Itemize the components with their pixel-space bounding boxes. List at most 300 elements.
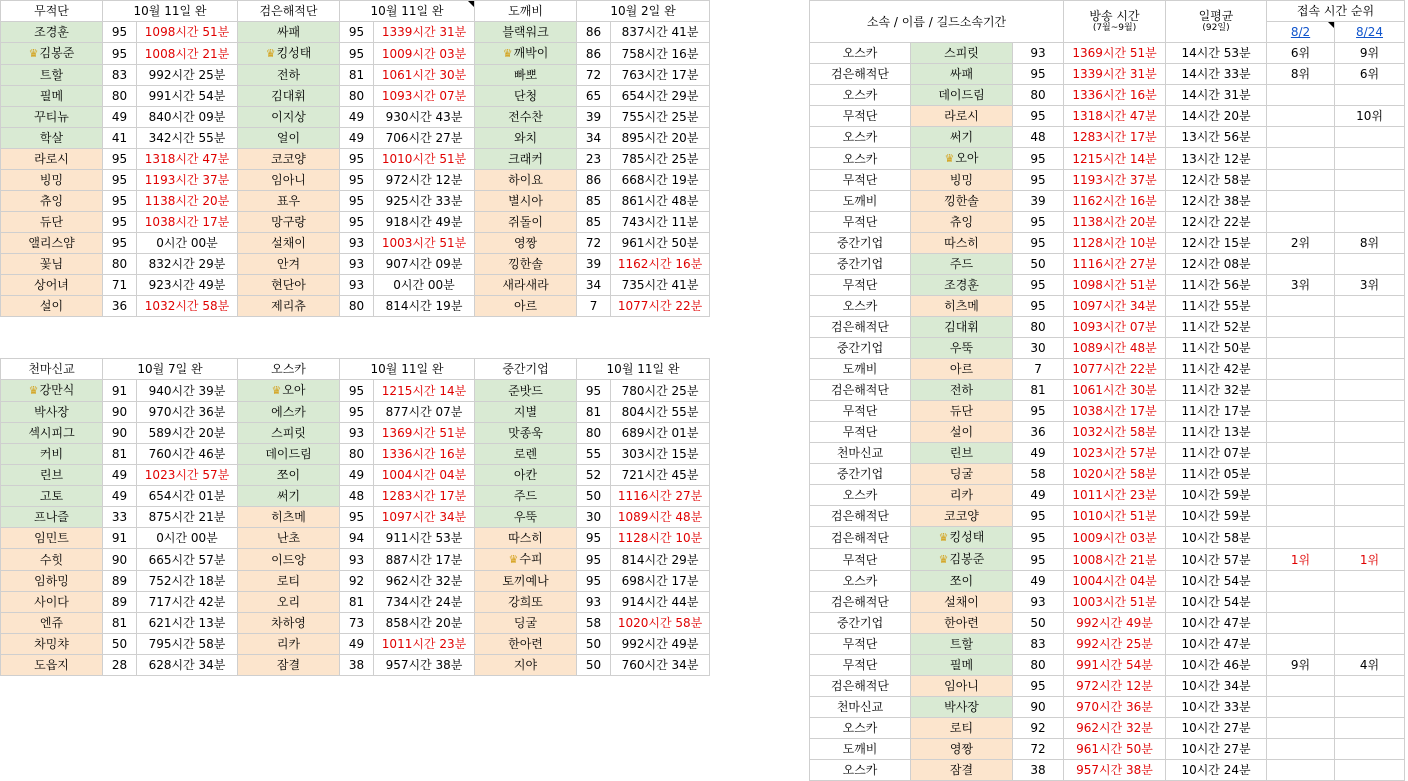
rank-member-name xyxy=(911,338,1013,359)
member-score xyxy=(340,149,374,170)
member-name xyxy=(1,507,103,528)
member-name xyxy=(238,423,340,444)
member-name-text: 오아 xyxy=(282,383,306,397)
rank-8-24-text: 3위 xyxy=(1359,278,1380,292)
header-daily-sub: (92일) xyxy=(1202,23,1230,33)
member-name-text: 딩굴 xyxy=(513,616,538,630)
member-score-text: 49 xyxy=(348,131,365,145)
rank-8-2 xyxy=(1267,127,1335,148)
member-name-text: 쥐돌이 xyxy=(508,215,543,229)
member-score-text: 95 xyxy=(111,173,128,187)
member-time-text: 832시간 29분 xyxy=(148,257,226,271)
member-time xyxy=(374,571,475,592)
member-time xyxy=(611,22,710,43)
rank-member-name-text: 김대휘 xyxy=(944,320,979,334)
rank-member-name xyxy=(911,275,1013,296)
member-name xyxy=(1,655,103,676)
member-time xyxy=(137,507,238,528)
table-row xyxy=(810,191,1405,212)
member-time-text: 887시간 17분 xyxy=(385,552,463,567)
rank-guild xyxy=(810,127,911,148)
member-time xyxy=(374,655,475,676)
member-time-text: 734시간 24분 xyxy=(385,595,463,609)
member-name xyxy=(238,170,340,191)
member-name xyxy=(475,634,577,655)
member-name-text: 꾸티뉴 xyxy=(34,110,69,124)
table-row xyxy=(810,338,1405,359)
rank-broadcast-time-text: 1038시간 17분 xyxy=(1072,404,1157,418)
member-score xyxy=(577,128,611,149)
member-name-text: 학살 xyxy=(39,131,64,145)
rank-8-24 xyxy=(1335,613,1405,634)
rank-score xyxy=(1013,170,1064,191)
member-score xyxy=(340,528,374,549)
member-name xyxy=(1,571,103,592)
table-row xyxy=(810,127,1405,148)
member-name-text: 쪼이 xyxy=(276,468,301,482)
member-score xyxy=(340,43,374,65)
rank-broadcast-time xyxy=(1064,296,1166,317)
member-score xyxy=(577,549,611,571)
member-time xyxy=(137,65,238,86)
table-row xyxy=(810,317,1405,338)
member-name-text: 설이 xyxy=(39,299,64,313)
header-rank-8-24-link[interactable] xyxy=(1335,22,1405,43)
member-score-text: 95 xyxy=(348,46,365,61)
rank-broadcast-time xyxy=(1064,317,1166,338)
completion-date xyxy=(577,359,710,380)
rank-daily-average-text: 10시간 59분 xyxy=(1181,488,1251,502)
member-time xyxy=(374,296,475,317)
rank-broadcast-time-text: 1283시간 17분 xyxy=(1072,130,1157,144)
crown-icon: ♛ xyxy=(944,152,955,165)
member-name-text: 임민트 xyxy=(34,531,69,545)
member-score-text: 89 xyxy=(111,574,128,588)
member-time xyxy=(137,212,238,233)
member-time-text: 972시간 12분 xyxy=(385,173,463,187)
rank-member-name xyxy=(911,485,1013,506)
rank-score xyxy=(1013,422,1064,443)
rank-daily-average-text: 12시간 58분 xyxy=(1181,173,1251,187)
rank-member-name xyxy=(911,254,1013,275)
rank-score-text: 48 xyxy=(1030,130,1046,144)
rank-guild xyxy=(810,655,911,676)
member-name-text: 블랙워크 xyxy=(502,25,549,39)
rank-daily-average-text: 11시간 52분 xyxy=(1181,320,1251,334)
member-score xyxy=(577,486,611,507)
rank-score-text: 95 xyxy=(1030,109,1046,123)
rank-8-24 xyxy=(1335,380,1405,401)
rank-member-name xyxy=(911,760,1013,781)
table-row xyxy=(810,254,1405,275)
member-score xyxy=(340,128,374,149)
member-name xyxy=(1,43,103,65)
member-time-text: 1098시간 51분 xyxy=(144,25,230,39)
rank-member-name-text: 설채이 xyxy=(944,595,979,609)
member-score xyxy=(577,592,611,613)
rank-member-name-text: 영짱 xyxy=(949,742,974,756)
member-name xyxy=(475,233,577,254)
member-score xyxy=(103,149,137,170)
member-name-text: 지별 xyxy=(513,405,538,419)
rank-member-name xyxy=(911,422,1013,443)
table-row xyxy=(1,423,710,444)
rank-guild-text: 무적단 xyxy=(842,552,878,567)
member-name-text: 사이다 xyxy=(34,595,69,609)
member-name-text: 빙밍 xyxy=(39,173,64,187)
rank-score xyxy=(1013,148,1064,170)
rank-guild xyxy=(810,571,911,592)
member-name xyxy=(1,86,103,107)
rank-guild-text: 검은해적단 xyxy=(831,509,889,523)
member-name xyxy=(238,65,340,86)
table-row xyxy=(1,465,710,486)
rank-daily-average xyxy=(1166,613,1267,634)
rank-member-name xyxy=(911,443,1013,464)
rank-daily-average-text: 10시간 34분 xyxy=(1181,679,1251,693)
member-time xyxy=(611,254,710,275)
member-score xyxy=(340,65,374,86)
rank-8-24-link-text[interactable]: 8/24 xyxy=(1356,25,1383,39)
member-name xyxy=(1,380,103,402)
rank-8-2-text: 8위 xyxy=(1290,67,1311,81)
rank-score-text: 36 xyxy=(1030,425,1046,439)
member-time-text: 303시간 15분 xyxy=(621,447,699,461)
rank-broadcast-time-text: 1128시간 10분 xyxy=(1072,236,1157,250)
rank-score-text: 80 xyxy=(1030,88,1046,102)
member-time-text: 717시간 42분 xyxy=(148,595,226,609)
member-score xyxy=(103,402,137,423)
rank-daily-average-text: 13시간 12분 xyxy=(1181,151,1251,166)
rank-8-24 xyxy=(1335,592,1405,613)
rank-broadcast-time xyxy=(1064,592,1166,613)
member-score xyxy=(340,655,374,676)
member-score xyxy=(340,507,374,528)
rank-score-text: 30 xyxy=(1030,341,1046,355)
member-time xyxy=(137,528,238,549)
table-row xyxy=(1,149,710,170)
rank-daily-average-text: 10시간 59분 xyxy=(1181,509,1251,523)
member-score xyxy=(577,86,611,107)
guild-name-text: 오스카 xyxy=(271,362,306,376)
member-score-text: 95 xyxy=(348,152,365,166)
table-row xyxy=(810,380,1405,401)
rank-member-name xyxy=(911,697,1013,718)
member-name-text: 상어녀 xyxy=(34,278,69,292)
rank-broadcast-time-text: 970시간 36분 xyxy=(1076,700,1153,714)
member-name-text: 고토 xyxy=(39,489,64,503)
member-name xyxy=(475,486,577,507)
member-name-text: 츄잉 xyxy=(39,194,64,208)
member-time xyxy=(374,528,475,549)
member-score xyxy=(103,191,137,212)
rank-score xyxy=(1013,64,1064,85)
member-name xyxy=(475,402,577,423)
member-name xyxy=(1,528,103,549)
rank-member-name-text: 김봉준 xyxy=(949,552,985,566)
rank-guild-text: 오스카 xyxy=(842,130,878,144)
table-row xyxy=(1,507,710,528)
rank-daily-average xyxy=(1166,592,1267,613)
rank-score xyxy=(1013,127,1064,148)
member-time xyxy=(611,128,710,149)
rank-8-2-text: 6위 xyxy=(1290,46,1311,60)
member-score xyxy=(340,486,374,507)
member-time-text: 1138시간 20분 xyxy=(144,194,230,208)
rank-8-24 xyxy=(1335,43,1405,64)
rank-score xyxy=(1013,85,1064,106)
member-time-text: 735시간 41분 xyxy=(621,278,699,292)
rank-score xyxy=(1013,43,1064,64)
table-row xyxy=(810,170,1405,191)
table-row xyxy=(1,22,710,43)
rank-broadcast-time-text: 1116시간 27분 xyxy=(1072,257,1157,271)
rank-guild xyxy=(810,233,911,254)
member-time xyxy=(611,549,710,571)
rank-member-name xyxy=(911,527,1013,549)
member-time-text: 1032시간 58분 xyxy=(144,299,230,313)
rank-score-text: 49 xyxy=(1030,446,1046,460)
member-time xyxy=(374,128,475,149)
member-name xyxy=(475,275,577,296)
member-time-text: 1162시간 16분 xyxy=(617,257,703,271)
rank-daily-average-text: 13시간 56분 xyxy=(1181,130,1251,144)
rank-score xyxy=(1013,254,1064,275)
member-score xyxy=(340,275,374,296)
member-time xyxy=(137,149,238,170)
member-score xyxy=(103,655,137,676)
member-time-text: 689시간 01분 xyxy=(621,426,699,440)
member-score xyxy=(577,149,611,170)
rank-guild xyxy=(810,338,911,359)
rank-score-text: 95 xyxy=(1030,67,1046,81)
member-name xyxy=(238,592,340,613)
member-score-text: 41 xyxy=(111,131,128,145)
table-row xyxy=(1,275,710,296)
member-name xyxy=(238,528,340,549)
rank-broadcast-time xyxy=(1064,613,1166,634)
member-name xyxy=(1,128,103,149)
rank-score xyxy=(1013,212,1064,233)
member-name xyxy=(475,191,577,212)
rank-8-2 xyxy=(1267,443,1335,464)
rank-8-2 xyxy=(1267,485,1335,506)
member-name xyxy=(475,86,577,107)
completion-date-text: 10월 11일 완 xyxy=(133,4,207,18)
member-time-text: 1038시간 17분 xyxy=(144,215,230,229)
member-score xyxy=(577,655,611,676)
member-time-text: 962시간 32분 xyxy=(385,574,463,588)
table-row xyxy=(1,128,710,149)
member-name xyxy=(1,444,103,465)
rank-8-24 xyxy=(1335,212,1405,233)
member-score-text: 95 xyxy=(348,173,365,187)
rank-score-text: 83 xyxy=(1030,637,1046,651)
rank-guild-text: 오스카 xyxy=(842,488,878,502)
table-row xyxy=(810,212,1405,233)
guild-name xyxy=(1,1,103,22)
rank-member-name xyxy=(911,212,1013,233)
member-time xyxy=(374,402,475,423)
rank-8-2 xyxy=(1267,613,1335,634)
rank-8-24 xyxy=(1335,676,1405,697)
rank-score-text: 49 xyxy=(1030,488,1046,502)
member-time-text: 930시간 43분 xyxy=(385,110,463,124)
member-time-text: 1336시간 16분 xyxy=(381,447,467,461)
rank-guild-text: 무적단 xyxy=(842,173,878,187)
member-name xyxy=(1,107,103,128)
member-time-text: 755시간 25분 xyxy=(621,110,699,124)
table-row xyxy=(1,486,710,507)
rank-score-text: 95 xyxy=(1030,173,1046,187)
rank-broadcast-time-text: 991시간 54분 xyxy=(1076,658,1153,672)
member-name-text: 라로시 xyxy=(34,152,69,166)
rank-member-name-text: 잠결 xyxy=(949,763,974,777)
member-time-text: 698시간 17분 xyxy=(621,574,699,588)
member-name-text: 한아련 xyxy=(508,637,543,651)
completion-date-text: 10월 11일 완 xyxy=(370,362,444,376)
member-score xyxy=(577,528,611,549)
rank-guild-text: 무적단 xyxy=(842,425,878,439)
member-score-text: 50 xyxy=(585,637,602,651)
rank-member-name xyxy=(911,655,1013,676)
rank-guild xyxy=(810,191,911,212)
rank-8-24 xyxy=(1335,85,1405,106)
member-name-text: 낑한솔 xyxy=(508,257,543,271)
header-rank: 접속 시간 순위 xyxy=(1267,1,1405,22)
member-name-text: 박사장 xyxy=(34,405,69,419)
member-name-text: 얼이 xyxy=(276,131,301,145)
rank-broadcast-time xyxy=(1064,148,1166,170)
header-rank-8-2-link[interactable] xyxy=(1267,22,1335,43)
member-score-text: 94 xyxy=(348,531,365,545)
rank-broadcast-time xyxy=(1064,527,1166,549)
member-time xyxy=(611,86,710,107)
rank-8-2-link-text[interactable]: 8/2 xyxy=(1290,25,1311,39)
member-name xyxy=(238,191,340,212)
rank-8-24-text: 8위 xyxy=(1359,236,1380,250)
member-name-text: 엔쥬 xyxy=(39,616,64,630)
rank-daily-average xyxy=(1166,317,1267,338)
rank-broadcast-time xyxy=(1064,233,1166,254)
rank-score-text: 39 xyxy=(1030,194,1046,208)
member-time-text: 1128시간 10분 xyxy=(617,531,703,545)
member-time xyxy=(374,380,475,402)
rank-broadcast-time-text: 1010시간 51분 xyxy=(1072,509,1157,523)
member-score xyxy=(103,43,137,65)
rank-score xyxy=(1013,571,1064,592)
member-time-text: 814시간 29분 xyxy=(621,552,699,567)
rank-score xyxy=(1013,739,1064,760)
rank-score-text: 95 xyxy=(1030,552,1046,567)
member-time xyxy=(374,423,475,444)
rank-member-name-text: 설이 xyxy=(949,425,974,439)
rank-score xyxy=(1013,443,1064,464)
rank-guild xyxy=(810,613,911,634)
member-time-text: 1009시간 03분 xyxy=(381,46,467,61)
rank-daily-average xyxy=(1166,296,1267,317)
member-time xyxy=(137,444,238,465)
member-time-text: 760시간 34분 xyxy=(621,658,699,672)
crown-icon: ♛ xyxy=(508,553,519,566)
guild-name-text: 중간기업 xyxy=(502,362,549,376)
member-name-text: 수힛 xyxy=(39,552,64,567)
rank-8-2 xyxy=(1267,527,1335,549)
member-score xyxy=(340,107,374,128)
member-score xyxy=(577,43,611,65)
rank-broadcast-time-text: 1215시간 14분 xyxy=(1072,151,1157,166)
rank-8-24 xyxy=(1335,634,1405,655)
rank-daily-average xyxy=(1166,148,1267,170)
rank-guild-text: 도깨비 xyxy=(842,362,878,376)
member-score-text: 93 xyxy=(348,552,365,567)
rank-member-name-text: 아르 xyxy=(949,362,974,376)
member-name xyxy=(238,22,340,43)
member-time xyxy=(137,571,238,592)
member-score xyxy=(577,571,611,592)
rank-broadcast-time-text: 1098시간 51분 xyxy=(1072,278,1157,292)
table-row xyxy=(1,402,710,423)
member-score-text: 49 xyxy=(348,637,365,651)
member-time xyxy=(137,275,238,296)
member-score-text: 39 xyxy=(585,110,602,124)
member-name xyxy=(475,613,577,634)
member-time xyxy=(137,655,238,676)
rank-8-24 xyxy=(1335,422,1405,443)
table-row xyxy=(810,296,1405,317)
rank-daily-average-text: 10시간 27분 xyxy=(1181,721,1251,735)
rank-8-2 xyxy=(1267,212,1335,233)
member-name-text: 영짱 xyxy=(513,236,538,250)
member-score xyxy=(103,212,137,233)
rank-guild-text: 오스카 xyxy=(842,574,878,588)
rank-8-2 xyxy=(1267,506,1335,527)
rank-broadcast-time-text: 1008시간 21분 xyxy=(1072,552,1157,567)
member-score xyxy=(103,634,137,655)
rank-guild xyxy=(810,485,911,506)
rank-broadcast-time xyxy=(1064,464,1166,485)
rank-broadcast-time xyxy=(1064,401,1166,422)
member-name xyxy=(1,402,103,423)
member-score-text: 93 xyxy=(348,426,365,440)
rank-member-name-text: 따스히 xyxy=(944,236,979,250)
table-row xyxy=(810,592,1405,613)
rank-8-24 xyxy=(1335,359,1405,380)
rank-member-name-text: 싸패 xyxy=(949,67,974,81)
rank-8-24 xyxy=(1335,338,1405,359)
rank-broadcast-time-text: 1023시간 57분 xyxy=(1072,446,1157,460)
member-name xyxy=(1,486,103,507)
rank-member-name-text: 코코양 xyxy=(944,509,979,523)
member-time-text: 758시간 16분 xyxy=(621,46,699,61)
member-name-text: 맛종욱 xyxy=(508,426,543,440)
member-name-text: 안겨 xyxy=(276,257,301,271)
member-score-text: 95 xyxy=(348,383,365,398)
member-time-text: 665시간 57분 xyxy=(148,552,226,567)
rank-member-name xyxy=(911,613,1013,634)
member-time-text: 991시간 54분 xyxy=(148,89,226,103)
member-name xyxy=(475,43,577,65)
rank-broadcast-time xyxy=(1064,697,1166,718)
rank-guild-text: 무적단 xyxy=(842,637,878,651)
member-score xyxy=(340,465,374,486)
crown-icon: ♛ xyxy=(28,47,39,60)
member-time xyxy=(137,296,238,317)
member-score xyxy=(103,380,137,402)
rank-member-name-text: 로티 xyxy=(949,721,974,735)
rank-daily-average-text: 10시간 58분 xyxy=(1181,530,1251,545)
rank-8-2 xyxy=(1267,697,1335,718)
